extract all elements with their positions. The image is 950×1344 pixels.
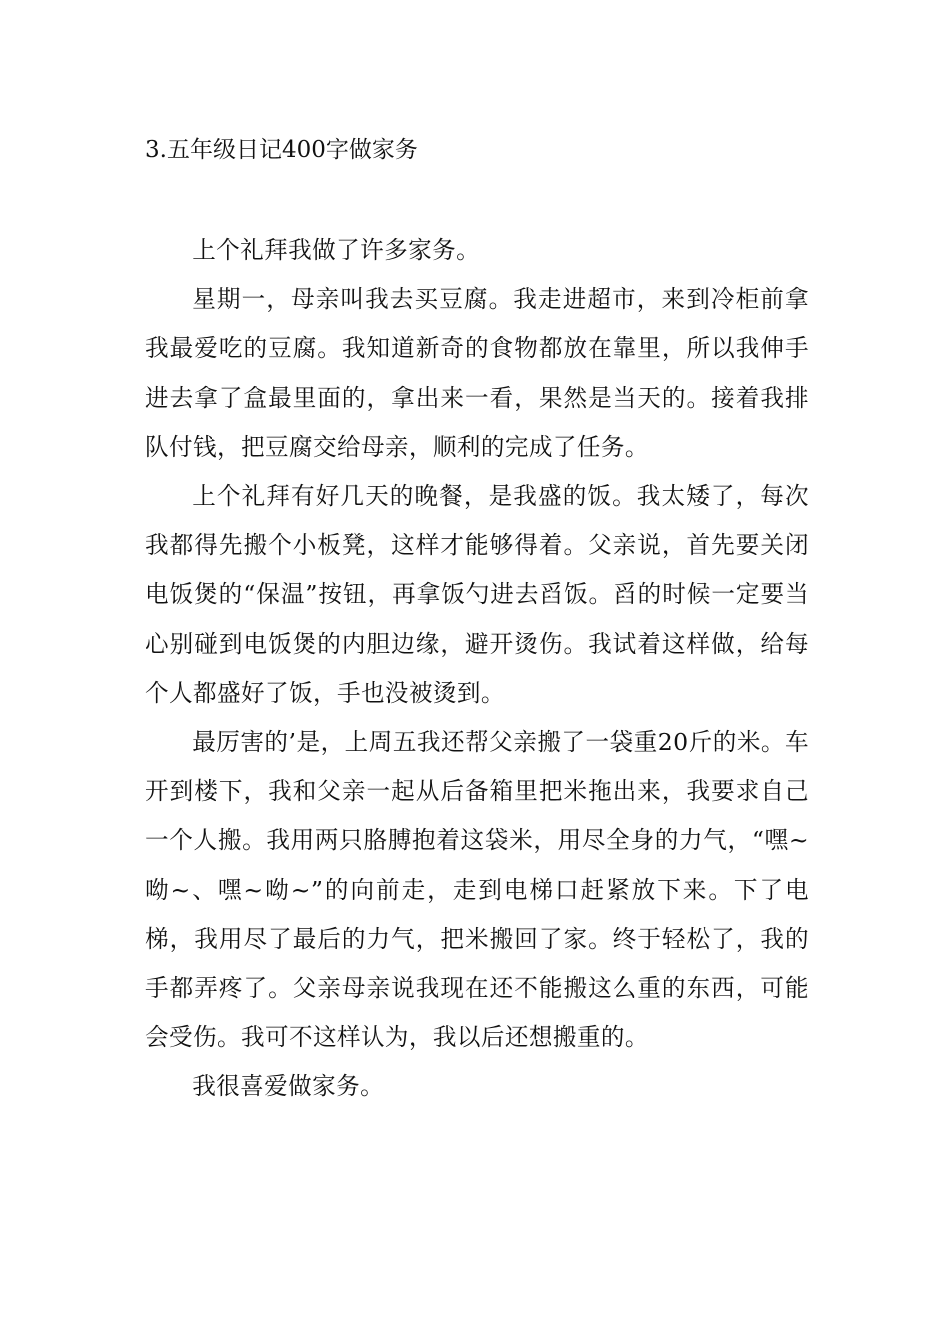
document-body xyxy=(145,226,809,1112)
document-title: 3.五年级日记400字做家务 xyxy=(145,137,418,163)
paragraph-conclusion: 我很喜爱做家务。 xyxy=(192,1072,385,1101)
paragraph-rice-carrying: 最厉害的’是，上周五我还帮父亲搬了一袋重20斤的米。车开到楼下，我和父亲一起从后备箱里把米拖出来，我要求自己一个人搬。我用两只胳膊抱着这袋米，用尽全身的力气，“嘿~呦~、嘿~呦~”的向前走，走到电梯口赶紧放下来。下了电梯，我用尽了最后的力气，把米搬回了家。终于轻松了，我的手都弄疼了。父亲母亲说我现在还不能搬这么重的东西，可能会受伤。我可不这样认为，我以后还想搬重的。 xyxy=(145,728,809,1052)
paragraph-rice-serving: 上个礼拜有好几天的晚餐，是我盛的饭。我太矮了，每次我都得先搬个小板凳，这样才能够得着。父亲说，首先要关闭电饭煲的“保温”按钮，再拿饭勺进去舀饭。舀的时候一定要当心别碰到电饭煲的内胆边缘，避开烫伤。我试着这样做，给每个人都盛好了饭，手也没被烫到。 xyxy=(145,482,809,707)
paragraph-tofu: 星期一，母亲叫我去买豆腐。我走进超市，来到冷柜前拿我最爱吃的豆腐。我知道新奇的食物都放在靠里，所以我伸手进去拿了盒最里面的，拿出来一看，果然是当天的。接着我排队付钱，把豆腐交给母亲，顺利的完成了任务。 xyxy=(145,285,809,461)
paragraph-intro: 上个礼拜我做了许多家务。 xyxy=(192,236,481,264)
